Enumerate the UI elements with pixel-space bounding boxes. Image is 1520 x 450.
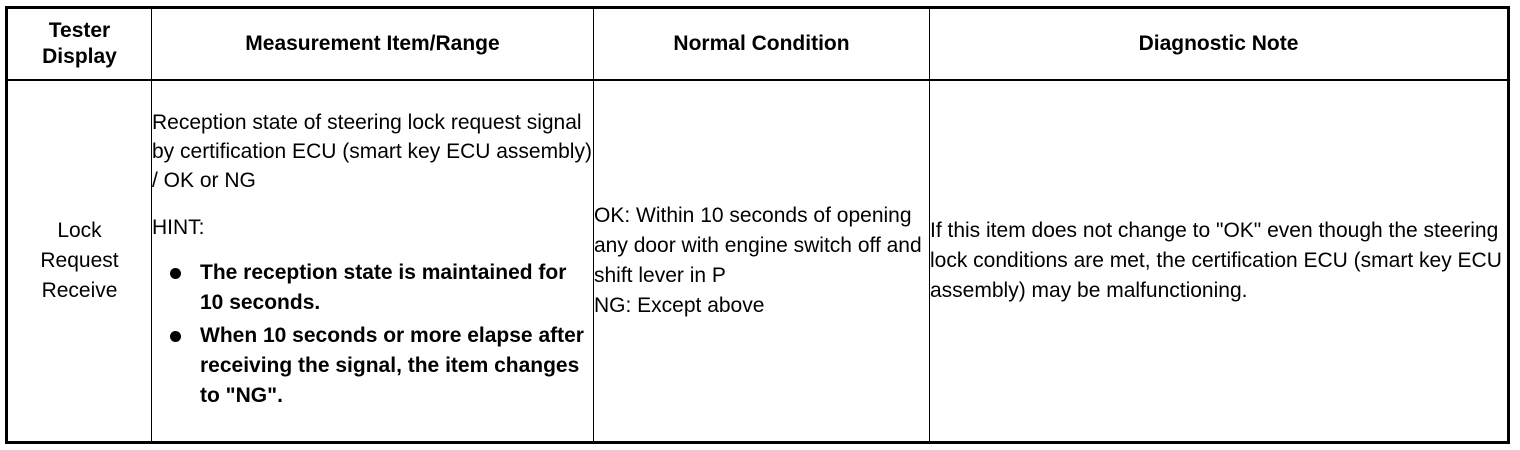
tester-display-line: Receive: [41, 278, 118, 302]
hint-text: The reception state is maintained for 10 seconds.: [200, 260, 567, 314]
header-measurement-item: Measurement Item/Range: [152, 8, 594, 80]
normal-condition-cell: [594, 80, 930, 443]
tester-display-cell: [7, 80, 152, 443]
bullet-icon: [170, 268, 181, 279]
hint-text: When 10 seconds or more elapse after receiving the signal, the item changes to "NG".: [200, 323, 584, 407]
tester-display-line: Lock: [57, 218, 102, 242]
table-header-row: [7, 8, 1509, 80]
diagnostic-note-cell: If this item does not change to "OK" even though the steering lock conditions are met, the certification ECU (smart key ECU assembly) may be malfunctioning.: [930, 80, 1509, 443]
bullet-icon: [170, 331, 181, 342]
hint-label: HINT:: [152, 215, 205, 239]
data-list-table: [5, 6, 1510, 444]
header-tester-display: [7, 8, 152, 80]
normal-condition-line: OK: Within 10 seconds of opening any door with engine switch off and shift lever in P: [594, 203, 922, 287]
hint-item: [152, 258, 593, 318]
hint-item: [152, 321, 593, 411]
hint-list: [152, 258, 593, 411]
header-normal-condition: Normal Condition: [594, 8, 930, 80]
header-tester-display-line: Display: [42, 44, 117, 68]
table-row: [7, 80, 1509, 443]
normal-condition-line: NG: Except above: [594, 293, 765, 317]
header-diagnostic-note: Diagnostic Note: [930, 8, 1509, 80]
header-tester-display-line: Tester: [48, 18, 111, 42]
measurement-item-cell: [152, 80, 594, 443]
tester-display-line: Request: [40, 248, 119, 272]
measurement-description: Reception state of steering lock request signal by certification ECU (smart key ECU assembly) / OK or NG: [152, 110, 592, 192]
